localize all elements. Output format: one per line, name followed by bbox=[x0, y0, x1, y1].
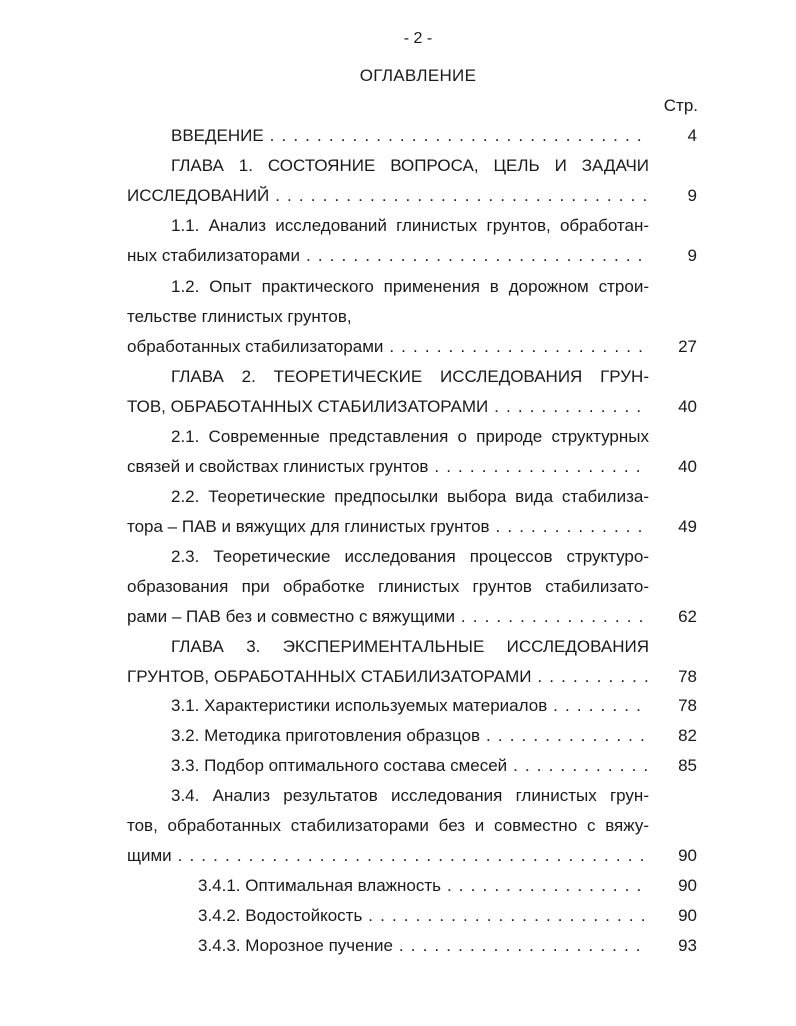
toc-chapter-2-line1: ГЛАВА 2. ТЕОРЕТИЧЕСКИЕ ИССЛЕДОВАНИЯ ГРУН- bbox=[171, 367, 649, 386]
page-title: ОГЛАВЛЕНИЕ bbox=[359, 66, 477, 85]
toc-section-2-1 bbox=[127, 455, 697, 479]
toc-entry-text: щими . . . bbox=[127, 844, 649, 868]
toc-section-3-4-3 bbox=[127, 934, 697, 958]
toc-section-1-1-line1: 1.1. Анализ исследований глинистых грунтов, обработан- bbox=[171, 216, 649, 235]
toc-section-2-2 bbox=[127, 515, 697, 539]
toc-entry-text: 3.4.3. Морозное пучение . . . bbox=[198, 934, 649, 958]
toc-entry-text: 3.3. Подбор оптимального состава смесей . . . bbox=[171, 754, 649, 778]
toc-page-number: 85 bbox=[678, 756, 697, 775]
toc-page-number: 9 bbox=[687, 246, 697, 265]
toc-section-3-4-2 bbox=[127, 904, 697, 928]
page-column-label: Стр. bbox=[663, 96, 698, 115]
toc-entry-text: ИССЛЕДОВАНИЙ . . . bbox=[127, 184, 649, 208]
toc-section-2-3 bbox=[127, 605, 697, 629]
toc-entry-text: связей и свойствах глинистых грунтов . . . bbox=[127, 455, 649, 479]
toc-section-2-3-line1: 2.3. Теоретические исследования процессов структуро- bbox=[171, 547, 649, 566]
toc-chapter-1-line1: ГЛАВА 1. СОСТОЯНИЕ ВОПРОСА, ЦЕЛЬ И ЗАДАЧИ bbox=[171, 156, 649, 175]
toc-page-number: 90 bbox=[678, 906, 697, 925]
toc-chapter-2 bbox=[127, 395, 697, 419]
toc-section-2-1-line1: 2.1. Современные представления о природе структурных bbox=[171, 427, 649, 446]
toc-section-3-4-line1: 3.4. Анализ результатов исследования глинистых грун- bbox=[171, 786, 649, 805]
toc-entry-intro bbox=[127, 124, 697, 148]
toc-entry-text: 3.1. Характеристики используемых материалов . . . bbox=[171, 694, 649, 718]
toc-section-3-2 bbox=[127, 724, 697, 748]
toc-entry-text: 3.4.2. Водостойкость . . . bbox=[198, 904, 649, 928]
toc-entry-text: обработанных стабилизаторами . . . bbox=[127, 335, 649, 359]
toc-chapter-3 bbox=[127, 665, 697, 689]
toc-chapter-3-line1: ГЛАВА 3. ЭКСПЕРИМЕНТАЛЬНЫЕ ИССЛЕДОВАНИЯ bbox=[171, 637, 649, 656]
toc-section-2-3-line2: образования при обработке глинистых грунтов стабилизато- bbox=[127, 577, 649, 596]
toc-page-number: 49 bbox=[678, 517, 697, 536]
toc-section-1-2-line2: тельстве глинистых грунтов, bbox=[127, 307, 352, 326]
toc-page-number: 27 bbox=[678, 337, 697, 356]
toc-page-number: 78 bbox=[678, 696, 697, 715]
toc-section-3-3 bbox=[127, 754, 697, 778]
toc-section-1-1 bbox=[127, 244, 697, 268]
toc-entry-text: 3.4.1. Оптимальная влажность . . . bbox=[198, 874, 649, 898]
toc-section-1-2 bbox=[127, 335, 697, 359]
toc-section-3-1 bbox=[127, 694, 697, 718]
toc-page-number: 90 bbox=[678, 876, 697, 895]
toc-entry-text: ТОВ, ОБРАБОТАННЫХ СТАБИЛИЗАТОРАМИ . . . bbox=[127, 395, 649, 419]
toc-page-number: 62 bbox=[678, 607, 697, 626]
toc-section-3-4-line2: тов, обработанных стабилизаторами без и совместно с вяжу- bbox=[127, 816, 649, 835]
toc-page-number: 4 bbox=[687, 126, 697, 145]
toc-section-2-2-line1: 2.2. Теоретические предпосылки выбора вида стабилиза- bbox=[171, 487, 649, 506]
toc-page-number: 90 bbox=[678, 846, 697, 865]
toc-page-number: 82 bbox=[678, 726, 697, 745]
page-number: - 2 - bbox=[403, 30, 433, 47]
toc-entry-text: 3.2. Методика приготовления образцов . . . bbox=[171, 724, 649, 748]
toc-chapter-1 bbox=[127, 184, 697, 208]
toc-section-3-4 bbox=[127, 844, 697, 868]
toc-section-1-2-line1: 1.2. Опыт практического применения в дорожном строи- bbox=[171, 277, 649, 296]
toc-section-3-4-1 bbox=[127, 874, 697, 898]
toc-entry-text: ных стабилизаторами . . . bbox=[127, 244, 649, 268]
toc-page-number: 40 bbox=[678, 457, 697, 476]
toc-entry-text: ВВЕДЕНИЕ . . . bbox=[171, 124, 649, 148]
toc-page-number: 93 bbox=[678, 936, 697, 955]
toc-page-number: 40 bbox=[678, 397, 697, 416]
toc-page-number: 9 bbox=[687, 186, 697, 205]
toc-entry-text: ГРУНТОВ, ОБРАБОТАННЫХ СТАБИЛИЗАТОРАМИ . . . bbox=[127, 665, 649, 689]
toc-page-number: 78 bbox=[678, 667, 697, 686]
toc-entry-text: тора – ПАВ и вяжущих для глинистых грунтов . . . bbox=[127, 515, 649, 539]
toc-entry-text: рами – ПАВ без и совместно с вяжущими . . . bbox=[127, 605, 649, 629]
